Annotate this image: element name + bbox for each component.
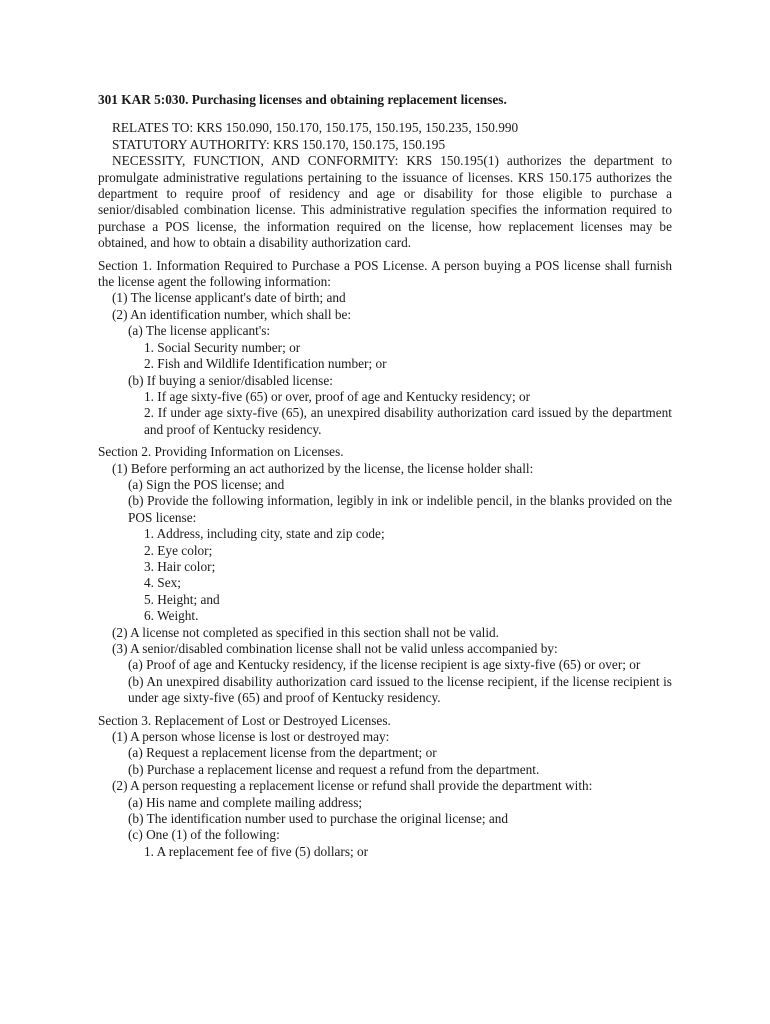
section-3-item-1b: (b) Purchase a replacement license and request a refund from the department. <box>128 761 540 777</box>
section-3 <box>98 713 672 861</box>
section-2-item-1b4: 4. Sex; <box>144 575 181 591</box>
section-2-item-1b6: 6. Weight. <box>144 608 199 624</box>
section-2-item-3b: (b) An unexpired disability authorization card issued to the license recipient, if the license recipient is under age sixty-five (65) and proof of Kentucky residency. <box>128 673 672 706</box>
section-3-item-1: (1) A person whose license is lost or destroyed may: <box>112 729 390 745</box>
section-1-item-2a1: 1. Social Security number; or <box>144 339 301 355</box>
regulation-title: 301 KAR 5:030. Purchasing licenses and obtaining replacement licenses. <box>98 92 507 107</box>
section-3-item-2b: (b) The identification number used to purchase the original license; and <box>128 811 509 827</box>
section-2-item-1b: (b) Provide the following information, legibly in ink or indelible pencil, in the blanks provided on the POS license: <box>128 493 672 525</box>
section-2-item-2: (2) A license not completed as specified in this section shall not be valid. <box>112 624 499 640</box>
section-1-item-2: (2) An identification number, which shall be: <box>112 306 352 322</box>
section-3-item-2c1: 1. A replacement fee of five (5) dollars; or <box>144 843 369 859</box>
section-2-item-3: (3) A senior/disabled combination license shall not be valid unless accompanied by: <box>112 641 558 656</box>
section-1-item-2a2: 2. Fish and Wildlife Identification number; or <box>144 356 387 372</box>
section-2-item-1b3: 3. Hair color; <box>144 558 216 574</box>
section-1-item-2b: (b) If buying a senior/disabled license: <box>128 372 333 388</box>
section-3-item-2: (2) A person requesting a replacement license or refund shall provide the department with: <box>112 778 593 794</box>
section-1 <box>98 258 672 438</box>
section-1-item-2b2: 2. If under age sixty-five (65), an unexpired disability authorization card issued by the department and proof of Kentucky residency. <box>144 405 672 437</box>
section-3-item-1a: (a) Request a replacement license from the department; or <box>128 745 437 761</box>
section-2-item-1b1: 1. Address, including city, state and zip code; <box>144 526 385 542</box>
section-1-heading: Section 1. Information Required to Purchase a POS License. A person buying a POS license shall furnish the license agent the following information: <box>98 257 672 290</box>
section-2-item-1b5: 5. Height; and <box>144 591 220 607</box>
section-2-item-1a: (a) Sign the POS license; and <box>128 476 285 492</box>
section-3-item-2c: (c) One (1) of the following: <box>128 827 280 843</box>
section-3-item-2a: (a) His name and complete mailing address; <box>128 794 363 810</box>
section-2 <box>98 444 672 707</box>
preamble <box>98 120 672 251</box>
section-2-heading: Section 2. Providing Information on Licenses. <box>98 444 344 460</box>
document-page <box>98 92 672 860</box>
section-2-item-1b2: 2. Eye color; <box>144 542 213 558</box>
relates-to: RELATES TO: KRS 150.090, 150.170, 150.175, 150.195, 150.235, 150.990 <box>112 120 519 136</box>
section-3-heading: Section 3. Replacement of Lost or Destroyed Licenses. <box>98 712 391 728</box>
section-2-item-3a: (a) Proof of age and Kentucky residency, if the license recipient is age sixty-five (65) or over; or <box>128 657 641 673</box>
statutory-authority: STATUTORY AUTHORITY: KRS 150.170, 150.175, 150.195 <box>112 136 446 152</box>
section-1-item-2b1: 1. If age sixty-five (65) or over, proof of age and Kentucky residency; or <box>144 388 531 404</box>
section-1-item-1: (1) The license applicant's date of birth; and <box>112 290 346 306</box>
section-1-item-2a: (a) The license applicant's: <box>128 323 271 339</box>
section-2-item-1: (1) Before performing an act authorized by the license, the license holder shall: <box>112 460 534 476</box>
necessity-paragraph: NECESSITY, FUNCTION, AND CONFORMITY: KRS 150.195(1) authorizes the department to promulgate administrative regulations pertaining to the issuance of licenses. KRS 150.175 authorizes the department to require proof of residency and age or disability for those eligible to purchase a senior/disabled combination license. This administrative regulation specifies the information required to purchase a POS license, the information required on the license, how replacement licenses may be obtained, and how to obtain a disability authorization card. <box>98 153 672 251</box>
